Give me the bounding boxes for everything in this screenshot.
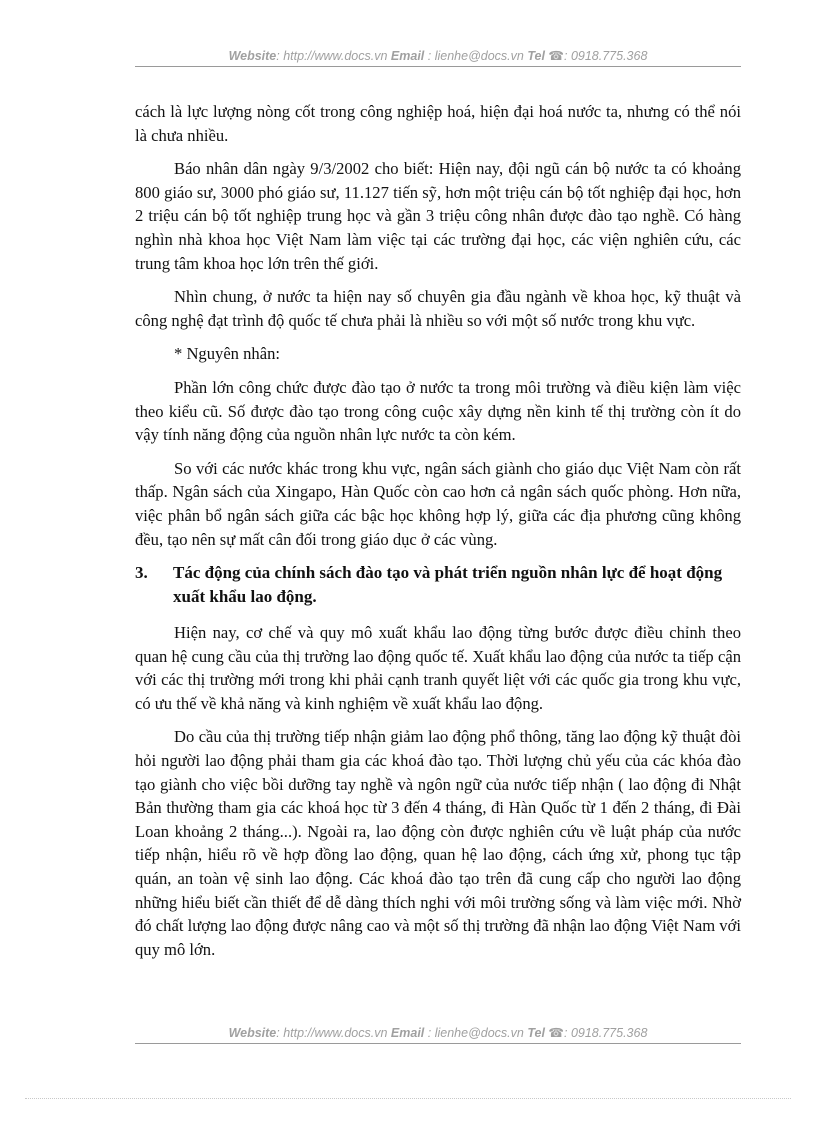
- footer-email-value[interactable]: : lienhe@docs.vn: [427, 1026, 524, 1040]
- page-footer: [135, 1025, 741, 1044]
- page-bottom-divider: [25, 1098, 791, 1099]
- document-body: [135, 100, 741, 971]
- footer-tel-value: : 0918.775.368: [564, 1026, 648, 1040]
- footer-website-label: Website: [228, 1026, 277, 1040]
- phone-icon: ☎: [548, 49, 564, 63]
- footer-website-url[interactable]: : http://www.docs.vn: [276, 1026, 388, 1040]
- paragraph-3: Nhìn chung, ở nước ta hiện nay số chuyên gia đầu ngành về khoa học, kỹ thuật và công nghệ đạt trình độ quốc tế chưa phải là nhiều so với một số nước trong khu vực.: [135, 287, 741, 330]
- email-label: Email: [390, 49, 425, 63]
- tel-label: Tel: [527, 49, 545, 63]
- section-number: 3.: [135, 563, 148, 583]
- website-label: Website: [228, 49, 277, 63]
- tel-value: : 0918.775.368: [564, 49, 648, 63]
- paragraph-1: cách là lực lượng nòng cốt trong công nghiệp hoá, hiện đại hoá nước ta, nhưng có thể nói là chưa nhiều.: [135, 102, 741, 145]
- paragraph-2: Báo nhân dân ngày 9/3/2002 cho biết: Hiện nay, đội ngũ cán bộ nước ta có khoảng 800 giáo sư, 3000 phó giáo sư, 11.127 tiến sỹ, hơn một triệu cán bộ tốt nghiệp đại học, hơn 2 triệu cán bộ tốt nghiệp trung học và gần 3 triệu công nhân được đào tạo nghề. Có hàng nghìn nhà khoa học Việt Nam làm việc tại các trường đại học, các viện nghiên cứu, các trung tâm khoa học lớn trên thế giới.: [135, 159, 741, 273]
- email-value[interactable]: : lienhe@docs.vn: [427, 49, 524, 63]
- section-title: Tác động của chính sách đào tạo và phát triển nguồn nhân lực để hoạt động xuất khẩu lao động.: [173, 563, 723, 607]
- paragraph-6: So với các nước khác trong khu vực, ngân sách giành cho giáo dục Việt Nam còn rất thấp. Ngân sách của Xingapo, Hàn Quốc còn cao hơn cả ngân sách quốc phòng. Hơn nữa, việc phân bổ ngân sách giữa các bậc học không hợp lý, giữa các địa phương cũng không đều, tạo nên sự mất cân đối trong giáo dục ở các vùng.: [135, 458, 741, 549]
- paragraph-5: Phần lớn công chức được đào tạo ở nước ta trong môi trường và điều kiện làm việc theo kiểu cũ. Số được đào tạo trong công cuộc xây dựng nền kinh tế thị trường còn ít do vậy tính năng động của nguồn nhân lực nước ta còn kém.: [135, 377, 741, 445]
- paragraph-7: Hiện nay, cơ chế và quy mô xuất khẩu lao động từng bước được điều chỉnh theo quan hệ cung cầu của thị trường lao động quốc tế. Xuất khẩu lao động của nước ta tiếp cận với các thị trường mới trong khi phải cạnh tranh quyết liệt với các quốc gia trong khu vực, có ưu thế về khả năng và kinh nghiệm về xuất khẩu lao động.: [135, 623, 741, 713]
- footer-tel-label: Tel: [527, 1026, 545, 1040]
- page-header: [135, 48, 741, 67]
- website-url[interactable]: : http://www.docs.vn: [276, 49, 388, 63]
- paragraph-cause-label: * Nguyên nhân:: [174, 344, 280, 364]
- footer-email-label: Email: [390, 1026, 425, 1040]
- section-heading: [135, 561, 741, 609]
- footer-phone-icon: ☎: [548, 1026, 564, 1040]
- paragraph-8: Do cầu của thị trường tiếp nhận giảm lao động phổ thông, tăng lao động kỹ thuật đòi hỏi người lao động phải tham gia các khoá đào tạo. Thời lượng chủ yếu của các khóa đào tạo giành cho việc bồi dưỡng tay nghề và ngôn ngữ của nước tiếp nhận ( lao động đi Nhật Bản thường tham gia các khoá học từ 3 đến 4 tháng, đi Hàn Quốc từ 1 đến 2 tháng, đi Đài Loan khoảng 2 tháng...). Ngoài ra, lao động còn được nghiên cứu về luật pháp của nước tiếp nhận, hiểu rõ về hợp đồng lao động, quan hệ lao động, cách ứng xử, phong tục tập quán, an toàn vệ sinh lao động. Các khoá đào tạo trên đã cung cấp cho người lao động những hiểu biết cần thiết để dễ dàng thích nghi với môi trường sống và làm việc mới. Nhờ đó chất lượng lao động được nâng cao và một số thị trường đã nhận lao động Việt Nam với quy mô lớn.: [135, 727, 741, 959]
